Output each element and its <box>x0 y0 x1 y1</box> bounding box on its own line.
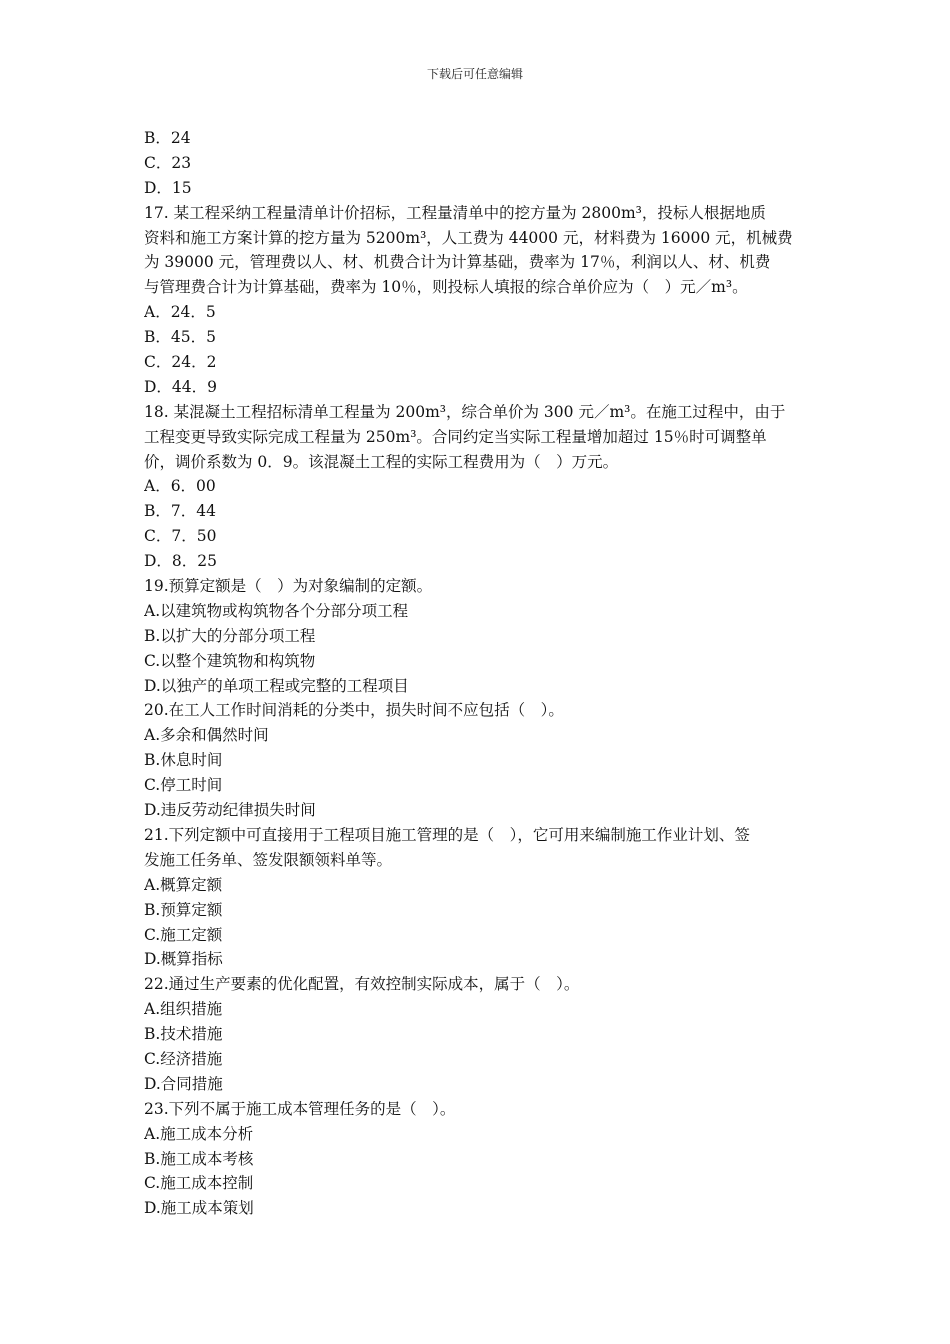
question-text-line: 21.下列定额中可直接用于工程项目施工管理的是（ ），它可用来编制施工作业计划、签 <box>144 825 750 844</box>
question-text-line: 价，调价系数为 0．9。该混凝土工程的实际工程费用为（ ）万元。 <box>144 452 619 471</box>
question-text-line: 17. 某工程采纳工程量清单计价招标，工程量清单中的挖方量为 2800m³，投标人根据地质 <box>144 203 766 222</box>
option-d: D．15 <box>144 178 192 197</box>
question-text-line: 20.在工人工作时间消耗的分类中，损失时间不应包括（ ）。 <box>144 701 564 720</box>
option-c: C.停工时间 <box>144 776 223 795</box>
question-text-line: 工程变更导致实际完成工程量为 250m³。合同约定当实际工程量增加超过 15％时可调整单 <box>144 427 767 446</box>
option-b: B.休息时间 <box>144 751 223 770</box>
question-text-line: 19.预算定额是（ ）为对象编制的定额。 <box>144 577 433 596</box>
option-b: B．45．5 <box>144 328 216 347</box>
question-19 <box>144 574 812 698</box>
document-body <box>144 126 812 1221</box>
option-a: A．6．00 <box>144 477 216 496</box>
option-d: D.施工成本策划 <box>144 1199 254 1218</box>
page-header: 下载后可任意编辑 <box>426 67 523 81</box>
question-text-line: 22.通过生产要素的优化配置，有效控制实际成本，属于（ ）。 <box>144 975 580 994</box>
question-18 <box>144 400 812 574</box>
question-23 <box>144 1097 812 1221</box>
question-text-line: 发施工任务单、签发限额领料单等。 <box>144 850 393 869</box>
option-c: C．23 <box>144 153 192 172</box>
option-c: C.施工定额 <box>144 925 223 944</box>
option-b: B.施工成本考核 <box>144 1149 254 1168</box>
question-text-line: 资料和施工方案计算的挖方量为 5200m³，人工费为 44000 元，材料费为 16000 元，机械费 <box>144 228 793 247</box>
option-d: D.以独产的单项工程或完整的工程项目 <box>144 676 409 695</box>
option-c: C．7．50 <box>144 527 217 546</box>
question-text-line: 18. 某混凝土工程招标清单工程量为 200m³，综合单价为 300 元／m³。在施工过程中，由于 <box>144 402 786 421</box>
option-d: D．44．9 <box>144 377 218 396</box>
question-16-tail <box>144 126 812 201</box>
option-b: B.技术措施 <box>144 1025 223 1044</box>
question-text-line: 23.下列不属于施工成本管理任务的是（ ）。 <box>144 1099 456 1118</box>
question-17 <box>144 201 812 400</box>
option-b: B．24 <box>144 129 191 147</box>
option-b: B．7．44 <box>144 502 216 521</box>
question-text-line: 与管理费合计为计算基础，费率为 10％，则投标人填报的综合单价应为（ ）元／m³。 <box>144 278 748 297</box>
option-d: D.合同措施 <box>144 1074 223 1093</box>
option-c: C.以整个建筑物和构筑物 <box>144 651 316 670</box>
option-c: C.经济措施 <box>144 1049 223 1068</box>
option-d: D.概算指标 <box>144 950 223 969</box>
question-20 <box>144 698 812 822</box>
option-d: D．8．25 <box>144 552 218 571</box>
option-b: B.预算定额 <box>144 900 223 919</box>
option-a: A.以建筑物或构筑物各个分部分项工程 <box>144 601 409 620</box>
option-c: C．24．2 <box>144 353 217 372</box>
question-text-line: 为 39000 元，管理费以人、材、机费合计为计算基础，费率为 17％，利润以人、材、机费 <box>144 253 771 272</box>
option-a: A.概算定额 <box>144 875 223 894</box>
option-a: A.组织措施 <box>144 1000 223 1019</box>
option-b: B.以扩大的分部分项工程 <box>144 626 316 645</box>
question-22 <box>144 972 812 1096</box>
option-c: C.施工成本控制 <box>144 1174 254 1193</box>
option-d: D.违反劳动纪律损失时间 <box>144 801 316 820</box>
option-a: A．24．5 <box>144 303 216 322</box>
option-a: A.施工成本分析 <box>144 1124 254 1143</box>
option-a: A.多余和偶然时间 <box>144 726 269 745</box>
question-21 <box>144 823 812 972</box>
